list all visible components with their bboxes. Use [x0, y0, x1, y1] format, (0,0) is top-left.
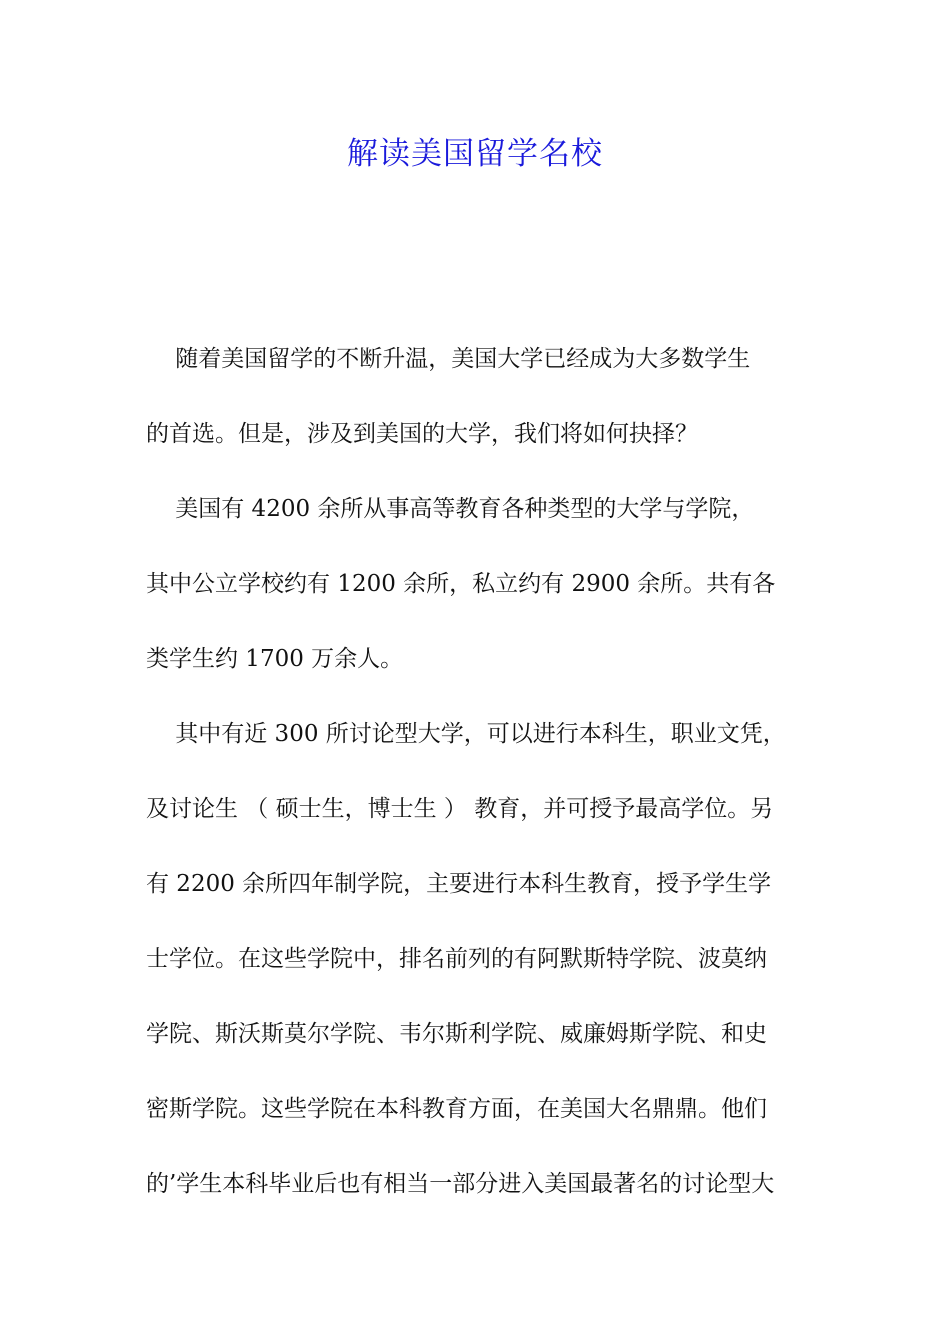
paragraph-line: 美国有 4200 余所从事高等教育各种类型的大学与学院， — [146, 496, 755, 522]
paragraph-line: 士学位。在这些学院中，排名前列的有阿默斯特学院、波莫纳 — [146, 946, 767, 972]
paragraph-line: 及讨论生 （ 硕士生，博士生 ） 教育，并可授予最高学位。另 — [146, 796, 774, 822]
paragraph-line: 随着美国留学的不断升温，美国大学已经成为大多数学生 — [146, 346, 751, 372]
paragraph-line: 类学生约 1700 万余人。 — [146, 646, 404, 672]
paragraph-line: 其中公立学校约有 1200 余所，私立约有 2900 余所。共有各 — [146, 571, 776, 597]
paragraph-line: 其中有近 300 所讨论型大学，可以进行本科生，职业文凭， — [146, 721, 786, 747]
paragraph-line: 有 2200 余所四年制学院，主要进行本科生教育，授予学生学 — [146, 871, 772, 897]
paragraph-line: 学院、斯沃斯莫尔学院、韦尔斯利学院、威廉姆斯学院、和史 — [146, 1021, 767, 1047]
paragraph-line: 的’学生本科毕业后也有相当一部分进入美国最著名的讨论型大 — [146, 1171, 775, 1197]
document-title: 解读美国留学名校 — [347, 136, 603, 172]
paragraph-line: 密斯学院。这些学院在本科教育方面，在美国大名鼎鼎。他们 — [146, 1096, 767, 1122]
paragraph-line: 的首选。但是，涉及到美国的大学，我们将如何抉择？ — [146, 421, 698, 447]
